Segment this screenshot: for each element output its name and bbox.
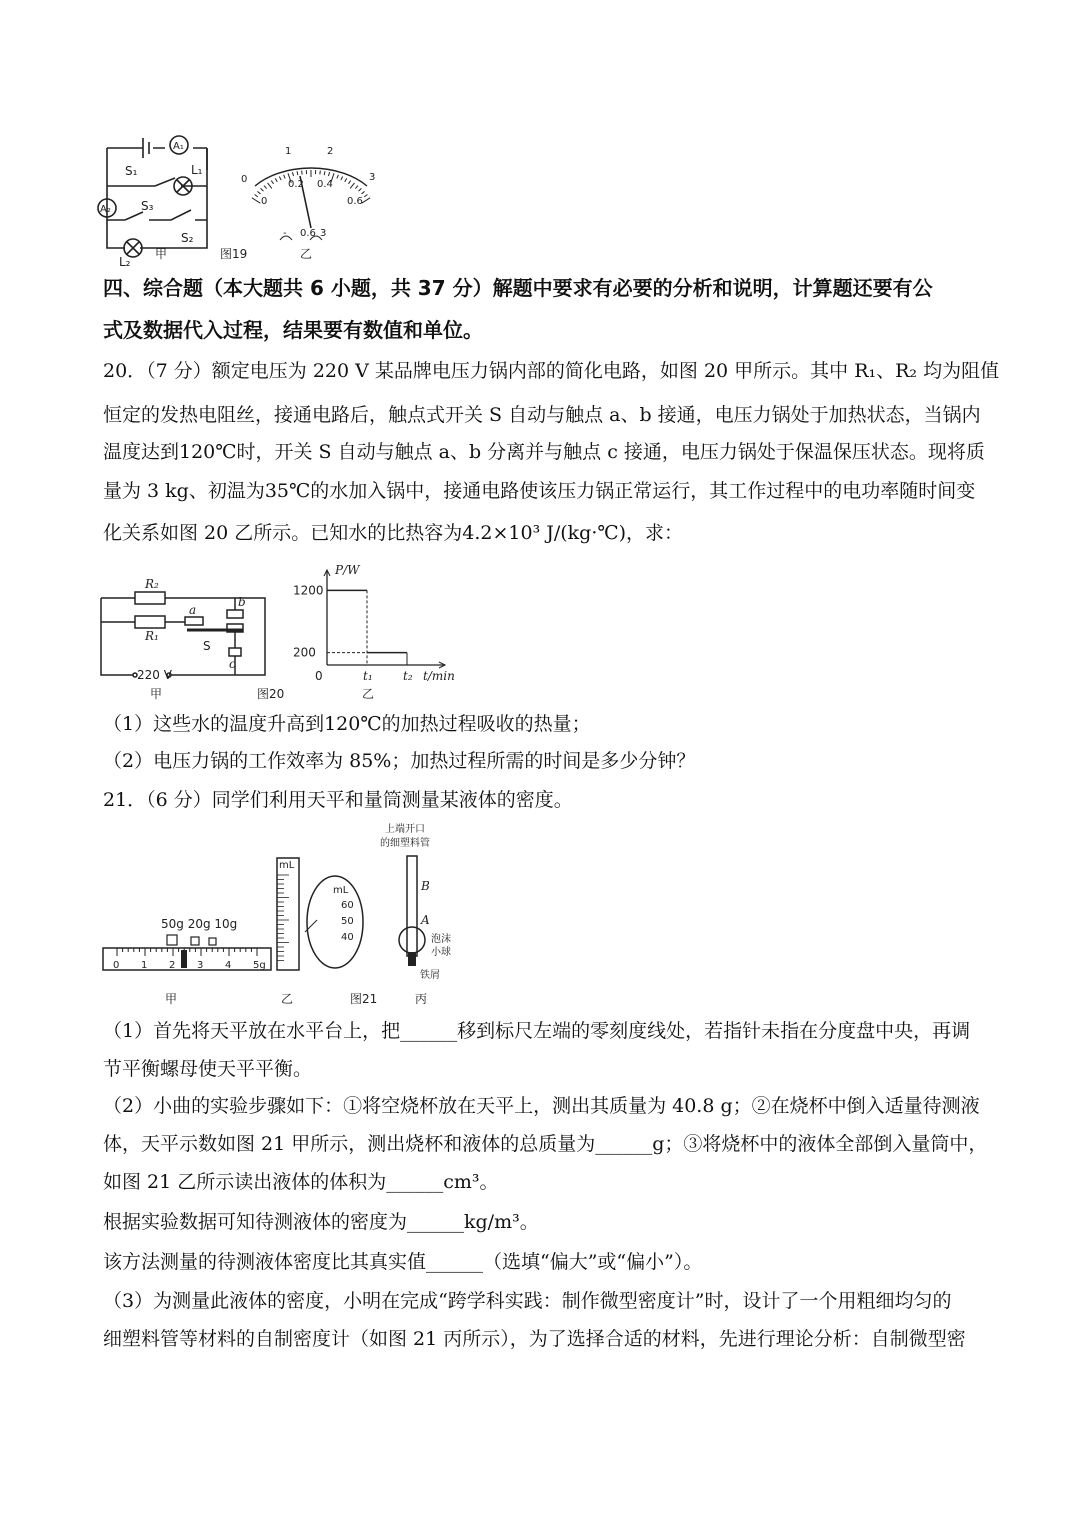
figure-19 xyxy=(95,120,395,270)
r1-label: R₁ xyxy=(145,629,159,643)
q21-sub2-a: （2）小曲的实验步骤如下：①将空烧杯放在天平上，测出其质量为 40.8 g；②在烧杯中倒入适量待测液 xyxy=(103,1095,980,1117)
tube-label-1: 上端开口 xyxy=(385,824,425,835)
figure-21 xyxy=(95,820,495,1015)
dial-top-1: 1 xyxy=(285,146,292,157)
zoom-60: 60 xyxy=(341,900,354,911)
y-tick-label: 1200 xyxy=(293,583,324,598)
dial-top-0: 0 xyxy=(241,174,248,185)
y-tick-label: 200 xyxy=(293,645,316,660)
figure-19-svg xyxy=(95,120,395,270)
ammeter-a2-label: A₂ xyxy=(100,204,111,215)
contact-c-label: c xyxy=(229,657,236,671)
q21-line1: 21．（6 分）同学们利用天平和量筒测量某液体的密度。 xyxy=(103,789,573,811)
q21-sub2-c: 如图 21 乙所示读出液体的体积为______cm³。 xyxy=(103,1171,499,1193)
fig21-caption: 图21 xyxy=(350,992,378,1006)
fig20-jia-label: 甲 xyxy=(150,687,163,701)
scale-tick-label: 3 xyxy=(197,960,204,971)
cylinder-unit: mL xyxy=(279,860,295,871)
mark-a: A xyxy=(421,913,430,927)
chart-origin: 0 xyxy=(315,669,323,683)
q20-line4: 量为 3 kg、初温为35℃的水加入锅中，接通电路使该压力锅正常运行，其工作过程中的电功率随时间变 xyxy=(103,480,976,502)
fig19-jia-label: 甲 xyxy=(155,247,168,261)
q21-sub1-a: （1）首先将天平放在水平台上，把______移到标尺左端的零刻度线处，若指针未指在分度盘中央，再调 xyxy=(103,1020,971,1042)
voltage-label: 220 V xyxy=(137,668,172,682)
terminal-3: 3 xyxy=(320,228,327,239)
dial-bottom-04: 0.4 xyxy=(317,179,333,190)
q21-compare: 该方法测量的待测液体密度比其真实值______（选填“偏大”或“偏小”）。 xyxy=(103,1251,703,1273)
mark-b: B xyxy=(421,879,430,893)
q21-sub3-b: 细塑料管等材料的自制密度计（如图 21 丙所示），为了选择合适的材料，先进行理论分析：自制微型密 xyxy=(103,1328,966,1350)
dial-bottom-06: 0.6 xyxy=(347,196,363,207)
scale-tick-label: 2 xyxy=(169,960,176,971)
ball-label-1: 泡沫 xyxy=(431,934,451,945)
q20-line1: 20．（7 分）额定电压为 220 V 某品牌电压力锅内部的简化电路，如图 20 甲所示。其中 R₁、R₂ 均为阻值 xyxy=(103,360,1000,382)
contact-b-label: b xyxy=(238,595,246,609)
q20-line3: 温度达到120℃时，开关 S 自动与触点 a、b 分离并与触点 c 接通，电压力锅处于保温保压状态。现将质 xyxy=(103,441,985,463)
contact-a-label: a xyxy=(189,603,197,617)
terminal-neg: - xyxy=(283,228,287,239)
section-4-title-line2: 式及数据代入过程，结果要有数值和单位。 xyxy=(103,318,483,342)
q20-sub2: （2）电压力锅的工作效率为 85%；加热过程所需的时间是多少分钟？ xyxy=(103,750,696,772)
weights-label: 50g 20g 10g xyxy=(161,917,238,931)
ammeter-a1-label: A₁ xyxy=(173,141,184,152)
q20-line5: 化关系如图 20 乙所示。已知水的比热容为4.2×10³ J/(kg·℃)，求： xyxy=(103,522,684,544)
lamp-l2-label: L₂ xyxy=(119,255,131,269)
figure-20 xyxy=(95,560,475,705)
switch-s-label: S xyxy=(203,639,211,653)
q21-sub2-b: 体，天平示数如图 21 甲所示，测出烧杯和液体的总质量为______g；③将烧杯中的液体全部倒入量筒中， xyxy=(103,1133,988,1155)
fig21-jia-label: 甲 xyxy=(165,992,178,1006)
r2-label: R₂ xyxy=(145,577,159,591)
scale-tick-label: 1 xyxy=(141,960,148,971)
fig19-yi-label: 乙 xyxy=(300,247,313,261)
q21-density: 根据实验数据可知待测液体的密度为______kg/m³。 xyxy=(103,1211,539,1233)
x-tick-label: t₁ xyxy=(363,669,373,683)
fig20-caption: 图20 xyxy=(257,687,285,701)
switch-s3-label: S₃ xyxy=(141,199,154,213)
fig20-yi-label: 乙 xyxy=(362,687,375,701)
fig21-yi-label: 乙 xyxy=(281,992,294,1006)
scale-tick-label: 5g xyxy=(253,960,266,971)
dial-top-3: 3 xyxy=(369,172,376,183)
chart-xlabel: t/min xyxy=(423,669,455,683)
q20-line2: 恒定的发热电阻丝，接通电路后，触点式开关 S 自动与触点 a、b 接通，电压力锅处于加热状态，当锅内 xyxy=(103,404,981,426)
scale-tick-label: 4 xyxy=(225,960,232,971)
q21-sub1-b: 节平衡螺母使天平平衡。 xyxy=(103,1058,313,1080)
dial-bottom-02: 0.2 xyxy=(288,179,304,190)
fig19-caption: 图19 xyxy=(220,247,248,261)
fig21-bing-label: 丙 xyxy=(415,992,428,1006)
x-tick-label: t₂ xyxy=(403,669,413,683)
switch-s1-label: S₁ xyxy=(125,164,138,178)
figure-21-svg xyxy=(95,820,495,1015)
figure-20-svg xyxy=(95,560,475,705)
q21-sub3-a: （3）为测量此液体的密度，小明在完成“跨学科实践：制作微型密度计”时，设计了一个用粗细均匀的 xyxy=(103,1290,952,1312)
terminal-06: 0.6 xyxy=(300,228,316,239)
scale-tick-label: 0 xyxy=(113,960,120,971)
tube-label-2: 的细塑料管 xyxy=(380,838,430,849)
zoom-50: 50 xyxy=(341,916,354,927)
dial-top-2: 2 xyxy=(327,146,334,157)
section-4-title-line1: 四、综合题（本大题共 6 小题，共 37 分）解题中要求有必要的分析和说明，计算题还要有公 xyxy=(103,276,933,300)
zoom-40: 40 xyxy=(341,932,354,943)
switch-s2-label: S₂ xyxy=(181,231,194,245)
lamp-l1-label: L₁ xyxy=(191,163,203,177)
power-time-chart xyxy=(293,570,445,683)
zoom-unit: mL xyxy=(333,885,349,896)
iron-label: 铁屑 xyxy=(420,970,440,981)
chart-ylabel: P/W xyxy=(335,563,360,577)
ball-label-2: 小球 xyxy=(431,947,451,958)
dial-bottom-0: 0 xyxy=(261,196,268,207)
q20-sub1: （1）这些水的温度升高到120℃的加热过程吸收的热量； xyxy=(103,713,591,735)
